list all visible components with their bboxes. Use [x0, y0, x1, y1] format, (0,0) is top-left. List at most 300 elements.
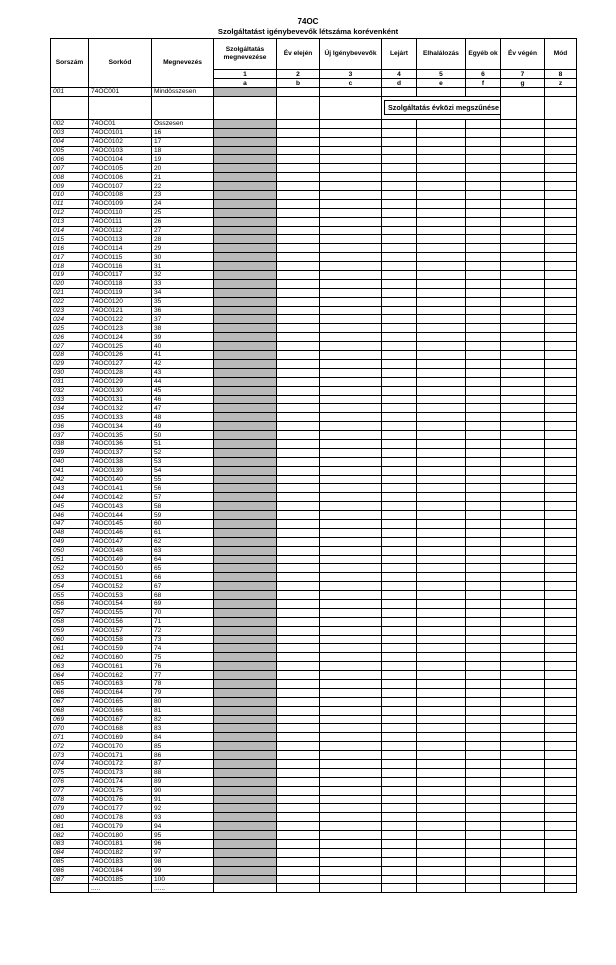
input-cell[interactable]: [320, 217, 382, 226]
service-name-cell[interactable]: [214, 564, 277, 573]
input-cell[interactable]: [417, 271, 466, 280]
input-cell[interactable]: [382, 680, 417, 689]
input-cell[interactable]: [277, 662, 320, 671]
input-cell[interactable]: [545, 724, 577, 733]
input-cell[interactable]: [501, 173, 545, 182]
input-cell[interactable]: [320, 484, 382, 493]
input-cell[interactable]: [277, 831, 320, 840]
input-cell[interactable]: [277, 448, 320, 457]
service-name-cell[interactable]: [214, 119, 277, 128]
input-cell[interactable]: [277, 537, 320, 546]
input-cell[interactable]: [320, 706, 382, 715]
service-name-cell[interactable]: [214, 404, 277, 413]
input-cell[interactable]: [320, 377, 382, 386]
input-cell[interactable]: [501, 866, 545, 875]
input-cell[interactable]: [501, 555, 545, 564]
service-name-cell[interactable]: [214, 306, 277, 315]
input-cell[interactable]: [417, 173, 466, 182]
service-name-cell[interactable]: [214, 422, 277, 431]
input-cell[interactable]: [320, 688, 382, 697]
service-name-cell[interactable]: [214, 439, 277, 448]
input-cell[interactable]: [320, 555, 382, 564]
input-cell[interactable]: [501, 128, 545, 137]
input-cell[interactable]: [417, 182, 466, 191]
input-cell[interactable]: [320, 466, 382, 475]
input-cell[interactable]: [466, 875, 501, 884]
input-cell[interactable]: [382, 528, 417, 537]
service-name-cell[interactable]: [214, 208, 277, 217]
input-cell[interactable]: [545, 680, 577, 689]
input-cell[interactable]: [545, 813, 577, 822]
input-cell[interactable]: [501, 857, 545, 866]
input-cell[interactable]: [501, 199, 545, 208]
input-cell[interactable]: [545, 377, 577, 386]
input-cell[interactable]: [277, 386, 320, 395]
input-cell[interactable]: [466, 413, 501, 422]
input-cell[interactable]: [277, 431, 320, 440]
input-cell[interactable]: [545, 182, 577, 191]
input-cell[interactable]: [417, 626, 466, 635]
input-cell[interactable]: [277, 404, 320, 413]
service-name-cell[interactable]: [214, 760, 277, 769]
input-cell[interactable]: [466, 786, 501, 795]
input-cell[interactable]: [277, 724, 320, 733]
input-cell[interactable]: [417, 617, 466, 626]
input-cell[interactable]: [501, 413, 545, 422]
input-cell[interactable]: [545, 857, 577, 866]
input-cell[interactable]: [501, 422, 545, 431]
input-cell[interactable]: [466, 199, 501, 208]
input-cell[interactable]: [501, 431, 545, 440]
input-cell[interactable]: [277, 840, 320, 849]
input-cell[interactable]: [417, 422, 466, 431]
input-cell[interactable]: [501, 599, 545, 608]
service-name-cell[interactable]: [214, 706, 277, 715]
input-cell[interactable]: [417, 146, 466, 155]
service-name-cell[interactable]: [214, 191, 277, 200]
input-cell[interactable]: [382, 768, 417, 777]
input-cell[interactable]: [466, 475, 501, 484]
input-cell[interactable]: [466, 608, 501, 617]
input-cell[interactable]: [382, 875, 417, 884]
input-cell[interactable]: [501, 448, 545, 457]
input-cell[interactable]: [417, 546, 466, 555]
input-cell[interactable]: [501, 146, 545, 155]
service-name-cell[interactable]: [214, 813, 277, 822]
input-cell[interactable]: [466, 146, 501, 155]
input-cell[interactable]: [545, 217, 577, 226]
input-cell[interactable]: [501, 164, 545, 173]
input-cell[interactable]: [382, 439, 417, 448]
input-cell[interactable]: [417, 351, 466, 360]
input-cell[interactable]: [545, 777, 577, 786]
input-cell[interactable]: [382, 857, 417, 866]
input-cell[interactable]: [277, 493, 320, 502]
input-cell[interactable]: [466, 599, 501, 608]
input-cell[interactable]: [382, 866, 417, 875]
input-cell[interactable]: [277, 697, 320, 706]
input-cell[interactable]: [466, 457, 501, 466]
service-name-cell[interactable]: [214, 395, 277, 404]
input-cell[interactable]: [501, 804, 545, 813]
service-name-cell[interactable]: [214, 457, 277, 466]
input-cell[interactable]: [501, 884, 545, 893]
input-cell[interactable]: [277, 155, 320, 164]
input-cell[interactable]: [320, 831, 382, 840]
input-cell[interactable]: [320, 253, 382, 262]
input-cell[interactable]: [320, 671, 382, 680]
service-name-cell[interactable]: [214, 573, 277, 582]
input-cell[interactable]: [382, 715, 417, 724]
service-name-cell[interactable]: [214, 137, 277, 146]
input-cell[interactable]: [277, 173, 320, 182]
input-cell[interactable]: [277, 528, 320, 537]
input-cell[interactable]: [466, 191, 501, 200]
input-cell[interactable]: [501, 359, 545, 368]
input-cell[interactable]: [382, 822, 417, 831]
input-cell[interactable]: [417, 537, 466, 546]
input-cell[interactable]: [320, 502, 382, 511]
input-cell[interactable]: [545, 262, 577, 271]
input-cell[interactable]: [320, 448, 382, 457]
input-cell[interactable]: [501, 315, 545, 324]
input-cell[interactable]: [545, 368, 577, 377]
input-cell[interactable]: [466, 404, 501, 413]
service-name-cell[interactable]: [214, 768, 277, 777]
input-cell[interactable]: [417, 333, 466, 342]
input-cell[interactable]: [545, 502, 577, 511]
input-cell[interactable]: [382, 848, 417, 857]
input-cell[interactable]: [320, 519, 382, 528]
input-cell[interactable]: [545, 582, 577, 591]
input-cell[interactable]: [545, 848, 577, 857]
service-name-cell[interactable]: [214, 822, 277, 831]
input-cell[interactable]: [417, 484, 466, 493]
input-cell[interactable]: [320, 279, 382, 288]
input-cell[interactable]: [277, 742, 320, 751]
input-cell[interactable]: [545, 608, 577, 617]
input-cell[interactable]: [545, 599, 577, 608]
input-cell[interactable]: [545, 751, 577, 760]
input-cell[interactable]: [545, 760, 577, 769]
input-cell[interactable]: [545, 866, 577, 875]
input-cell[interactable]: [277, 395, 320, 404]
input-cell[interactable]: [320, 626, 382, 635]
input-cell[interactable]: [466, 528, 501, 537]
input-cell[interactable]: [320, 324, 382, 333]
input-cell[interactable]: [417, 119, 466, 128]
input-cell[interactable]: [320, 351, 382, 360]
input-cell[interactable]: [417, 857, 466, 866]
input-cell[interactable]: [545, 768, 577, 777]
input-cell[interactable]: [545, 715, 577, 724]
input-cell[interactable]: [466, 840, 501, 849]
input-cell[interactable]: [277, 573, 320, 582]
input-cell[interactable]: [466, 777, 501, 786]
input-cell[interactable]: [320, 297, 382, 306]
input-cell[interactable]: [320, 439, 382, 448]
service-name-cell[interactable]: [214, 626, 277, 635]
input-cell[interactable]: [320, 582, 382, 591]
input-cell[interactable]: [277, 439, 320, 448]
input-cell[interactable]: [417, 404, 466, 413]
input-cell[interactable]: [382, 271, 417, 280]
input-cell[interactable]: [382, 493, 417, 502]
input-cell[interactable]: [545, 333, 577, 342]
input-cell[interactable]: [466, 857, 501, 866]
service-name-cell[interactable]: [214, 271, 277, 280]
input-cell[interactable]: [277, 306, 320, 315]
input-cell[interactable]: [382, 742, 417, 751]
input-cell[interactable]: [501, 511, 545, 520]
input-cell[interactable]: [382, 706, 417, 715]
input-cell[interactable]: [277, 822, 320, 831]
input-cell[interactable]: [417, 137, 466, 146]
input-cell[interactable]: [277, 671, 320, 680]
input-cell[interactable]: [501, 644, 545, 653]
input-cell[interactable]: [545, 173, 577, 182]
input-cell[interactable]: [466, 688, 501, 697]
input-cell[interactable]: [382, 697, 417, 706]
input-cell[interactable]: [417, 164, 466, 173]
input-cell[interactable]: [277, 422, 320, 431]
service-name-cell[interactable]: [214, 351, 277, 360]
input-cell[interactable]: [466, 760, 501, 769]
input-cell[interactable]: [277, 680, 320, 689]
service-name-cell[interactable]: [214, 715, 277, 724]
input-cell[interactable]: [382, 182, 417, 191]
input-cell[interactable]: [545, 875, 577, 884]
service-name-cell[interactable]: [214, 786, 277, 795]
input-cell[interactable]: [277, 297, 320, 306]
input-cell[interactable]: [545, 315, 577, 324]
input-cell[interactable]: [382, 599, 417, 608]
input-cell[interactable]: [501, 466, 545, 475]
input-cell[interactable]: [545, 519, 577, 528]
service-name-cell[interactable]: [214, 493, 277, 502]
input-cell[interactable]: [501, 519, 545, 528]
input-cell[interactable]: [466, 848, 501, 857]
input-cell[interactable]: [320, 733, 382, 742]
input-cell[interactable]: [417, 884, 466, 893]
input-cell[interactable]: [417, 377, 466, 386]
service-name-cell[interactable]: [214, 315, 277, 324]
input-cell[interactable]: [417, 831, 466, 840]
service-name-cell[interactable]: [214, 724, 277, 733]
input-cell[interactable]: [382, 671, 417, 680]
input-cell[interactable]: [320, 591, 382, 600]
input-cell[interactable]: [382, 262, 417, 271]
input-cell[interactable]: [277, 359, 320, 368]
input-cell[interactable]: [466, 306, 501, 315]
input-cell[interactable]: [320, 342, 382, 351]
input-cell[interactable]: [382, 359, 417, 368]
input-cell[interactable]: [545, 271, 577, 280]
input-cell[interactable]: [545, 822, 577, 831]
input-cell[interactable]: [277, 626, 320, 635]
input-cell[interactable]: [320, 413, 382, 422]
input-cell[interactable]: [277, 146, 320, 155]
input-cell[interactable]: [466, 866, 501, 875]
input-cell[interactable]: [545, 244, 577, 253]
input-cell[interactable]: [417, 875, 466, 884]
input-cell[interactable]: [277, 253, 320, 262]
input-cell[interactable]: [466, 626, 501, 635]
service-name-cell[interactable]: [214, 217, 277, 226]
input-cell[interactable]: [320, 662, 382, 671]
input-cell[interactable]: [320, 235, 382, 244]
input-cell[interactable]: [417, 671, 466, 680]
input-cell[interactable]: [277, 88, 320, 97]
input-cell[interactable]: [466, 493, 501, 502]
input-cell[interactable]: [382, 164, 417, 173]
input-cell[interactable]: [466, 342, 501, 351]
service-name-cell[interactable]: [214, 599, 277, 608]
input-cell[interactable]: [417, 226, 466, 235]
input-cell[interactable]: [545, 226, 577, 235]
input-cell[interactable]: [466, 795, 501, 804]
input-cell[interactable]: [382, 342, 417, 351]
service-name-cell[interactable]: [214, 431, 277, 440]
input-cell[interactable]: [417, 439, 466, 448]
input-cell[interactable]: [277, 262, 320, 271]
input-cell[interactable]: [320, 457, 382, 466]
input-cell[interactable]: [466, 831, 501, 840]
input-cell[interactable]: [545, 475, 577, 484]
input-cell[interactable]: [382, 333, 417, 342]
input-cell[interactable]: [417, 795, 466, 804]
input-cell[interactable]: [501, 546, 545, 555]
input-cell[interactable]: [277, 368, 320, 377]
input-cell[interactable]: [320, 573, 382, 582]
input-cell[interactable]: [277, 768, 320, 777]
input-cell[interactable]: [417, 315, 466, 324]
input-cell[interactable]: [417, 475, 466, 484]
input-cell[interactable]: [417, 688, 466, 697]
input-cell[interactable]: [277, 244, 320, 253]
input-cell[interactable]: [501, 217, 545, 226]
input-cell[interactable]: [545, 235, 577, 244]
input-cell[interactable]: [277, 644, 320, 653]
input-cell[interactable]: [545, 342, 577, 351]
input-cell[interactable]: [466, 644, 501, 653]
input-cell[interactable]: [466, 253, 501, 262]
input-cell[interactable]: [277, 591, 320, 600]
input-cell[interactable]: [382, 884, 417, 893]
input-cell[interactable]: [382, 635, 417, 644]
input-cell[interactable]: [545, 626, 577, 635]
input-cell[interactable]: [417, 519, 466, 528]
input-cell[interactable]: [501, 537, 545, 546]
input-cell[interactable]: [466, 164, 501, 173]
input-cell[interactable]: [545, 404, 577, 413]
input-cell[interactable]: [545, 199, 577, 208]
input-cell[interactable]: [320, 528, 382, 537]
input-cell[interactable]: [466, 804, 501, 813]
input-cell[interactable]: [320, 751, 382, 760]
input-cell[interactable]: [417, 448, 466, 457]
input-cell[interactable]: [466, 119, 501, 128]
input-cell[interactable]: [417, 768, 466, 777]
input-cell[interactable]: [277, 457, 320, 466]
input-cell[interactable]: [382, 582, 417, 591]
input-cell[interactable]: [320, 368, 382, 377]
service-name-cell[interactable]: [214, 244, 277, 253]
input-cell[interactable]: [320, 173, 382, 182]
input-cell[interactable]: [501, 768, 545, 777]
input-cell[interactable]: [382, 306, 417, 315]
input-cell[interactable]: [501, 182, 545, 191]
input-cell[interactable]: [382, 573, 417, 582]
input-cell[interactable]: [320, 333, 382, 342]
input-cell[interactable]: [417, 599, 466, 608]
input-cell[interactable]: [320, 866, 382, 875]
input-cell[interactable]: [320, 244, 382, 253]
input-cell[interactable]: [545, 431, 577, 440]
service-name-cell[interactable]: [214, 653, 277, 662]
service-name-cell[interactable]: [214, 413, 277, 422]
input-cell[interactable]: [545, 119, 577, 128]
input-cell[interactable]: [501, 493, 545, 502]
input-cell[interactable]: [382, 831, 417, 840]
service-name-cell[interactable]: [214, 795, 277, 804]
input-cell[interactable]: [382, 395, 417, 404]
input-cell[interactable]: [466, 244, 501, 253]
input-cell[interactable]: [277, 502, 320, 511]
input-cell[interactable]: [545, 439, 577, 448]
input-cell[interactable]: [277, 795, 320, 804]
input-cell[interactable]: [466, 617, 501, 626]
input-cell[interactable]: [277, 271, 320, 280]
service-name-cell[interactable]: [214, 866, 277, 875]
service-name-cell[interactable]: [214, 857, 277, 866]
service-name-cell[interactable]: [214, 537, 277, 546]
input-cell[interactable]: [466, 297, 501, 306]
input-cell[interactable]: [417, 866, 466, 875]
service-name-cell[interactable]: [214, 128, 277, 137]
input-cell[interactable]: [382, 617, 417, 626]
input-cell[interactable]: [417, 297, 466, 306]
input-cell[interactable]: [466, 591, 501, 600]
input-cell[interactable]: [382, 502, 417, 511]
input-cell[interactable]: [466, 208, 501, 217]
input-cell[interactable]: [320, 804, 382, 813]
input-cell[interactable]: [382, 119, 417, 128]
input-cell[interactable]: [417, 502, 466, 511]
input-cell[interactable]: [320, 404, 382, 413]
input-cell[interactable]: [277, 191, 320, 200]
service-name-cell[interactable]: [214, 840, 277, 849]
input-cell[interactable]: [382, 88, 417, 97]
input-cell[interactable]: [545, 884, 577, 893]
input-cell[interactable]: [382, 404, 417, 413]
input-cell[interactable]: [545, 697, 577, 706]
input-cell[interactable]: [545, 359, 577, 368]
service-name-cell[interactable]: [214, 386, 277, 395]
input-cell[interactable]: [382, 475, 417, 484]
input-cell[interactable]: [277, 706, 320, 715]
input-cell[interactable]: [320, 493, 382, 502]
service-name-cell[interactable]: [214, 751, 277, 760]
input-cell[interactable]: [320, 262, 382, 271]
service-name-cell[interactable]: [214, 742, 277, 751]
input-cell[interactable]: [320, 599, 382, 608]
input-cell[interactable]: [466, 279, 501, 288]
input-cell[interactable]: [501, 697, 545, 706]
input-cell[interactable]: [545, 164, 577, 173]
input-cell[interactable]: [466, 315, 501, 324]
service-name-cell[interactable]: [214, 671, 277, 680]
